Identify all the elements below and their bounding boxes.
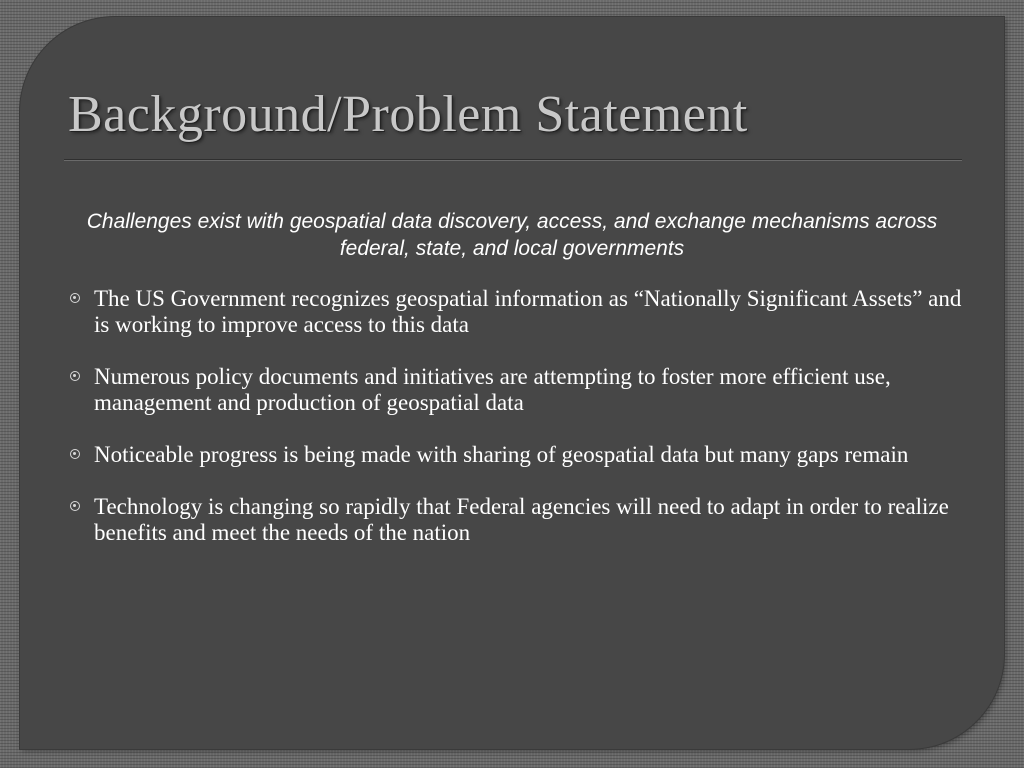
- bullet-text: Numerous policy documents and initiatives are attempting to foster more efficient use, management and production of geospatial data: [94, 364, 891, 415]
- circle-bullet-icon: [70, 293, 80, 303]
- bullet-item: [70, 442, 970, 468]
- slide-title: Background/Problem Statement: [68, 86, 748, 143]
- title-divider: [64, 159, 962, 161]
- slide-subtitle: Challenges exist with geospatial data discovery, access, and exchange mechanisms across federal, state, and local governments: [86, 210, 938, 260]
- bullet-text: Technology is changing so rapidly that Federal agencies will need to adapt in order to realize benefits and meet the needs of the nation: [94, 494, 949, 545]
- slide-panel: [20, 17, 1004, 749]
- bullet-item: [70, 364, 970, 416]
- circle-bullet-icon: [70, 449, 80, 459]
- bullet-item: [70, 286, 970, 338]
- bullet-text: Noticeable progress is being made with sharing of geospatial data but many gaps remain: [94, 442, 909, 467]
- circle-bullet-icon: [70, 371, 80, 381]
- bullet-item: [70, 494, 970, 546]
- bullet-list: [70, 286, 970, 572]
- bullet-text: The US Government recognizes geospatial information as “Nationally Significant Assets” and is working to improve access to this data: [94, 286, 962, 337]
- circle-bullet-icon: [70, 501, 80, 511]
